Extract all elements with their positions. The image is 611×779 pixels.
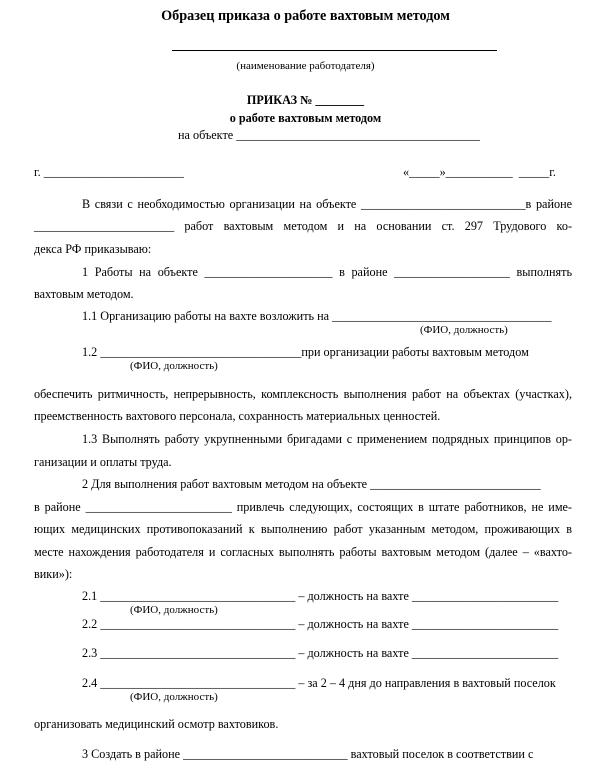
item-2-3: 2.3 ________________________________ – должность на вахте ________________________ xyxy=(82,646,559,660)
item-1-line-1: 1 Работы на объекте _____________________ в районе ___________________ выполнять xyxy=(82,265,572,279)
item-1-3-line-2: ганизации и оплаты труда. xyxy=(34,455,172,469)
intro-line-2: _______________________ работ вахтовым методом и на основании ст. 297 Трудового ко- xyxy=(34,219,572,233)
item-2-line-5: вики»): xyxy=(34,567,73,581)
item-2-4-cont: организовать медицинский осмотр вахтовиков. xyxy=(34,717,279,731)
item-1-2: 1.2 _________________________________при организации работы вахтовым методом xyxy=(82,345,529,359)
item-1-1: 1.1 Организацию работы на вахте возложить на ____________________________________ xyxy=(82,309,552,323)
item-3: 3 Создать в районе ___________________________ вахтовый поселок в соответствии с xyxy=(82,747,534,761)
item-2-line-4: месте нахождения работодателя и согласных выполнять работы вахтовым методом (далее – «вахто- xyxy=(34,545,572,559)
order-heading: ПРИКАЗ № ________ xyxy=(246,93,365,107)
intro-line-3: декса РФ приказываю: xyxy=(34,242,152,256)
item-1-2-cont-1: обеспечить ритмичность, непрерывность, комплексность выполнения работ на объектах (участках), xyxy=(34,387,572,401)
employer-caption: (наименование работодателя) xyxy=(236,60,375,72)
item-2-line-1: 2 Для выполнения работ вахтовым методом на объекте ____________________________ xyxy=(82,477,541,491)
item-1-2-cont-2: преемственность вахтового персонала, сохранность материальных ценностей. xyxy=(34,409,441,423)
item-2-4-caption: (ФИО, должность) xyxy=(130,691,218,703)
item-2-4: 2.4 ________________________________ – за 2 – 4 дня до направления в вахтовый поселок xyxy=(82,676,556,690)
employer-name-line xyxy=(172,50,497,51)
date-line: «_____»___________ _____г. xyxy=(403,165,556,179)
order-subject: о работе вахтовым методом xyxy=(229,111,382,125)
item-2-1-caption: (ФИО, должность) xyxy=(130,604,218,616)
object-line: на объекте ________________________________________ xyxy=(178,128,480,142)
item-1-3-line-1: 1.3 Выполнять работу укрупненными бригадами с применением подрядных принципов ор- xyxy=(82,432,572,446)
item-1-1-caption: (ФИО, должность) xyxy=(420,324,508,336)
city-line: г. _______________________ xyxy=(34,165,184,179)
item-2-line-2: в районе ________________________ привлечь следующих, состоящих в штате работников, не име- xyxy=(34,500,572,514)
item-2-1: 2.1 ________________________________ – должность на вахте ________________________ xyxy=(82,589,559,603)
intro-line-1: В связи с необходимостью организации на объекте ___________________________в районе xyxy=(82,197,572,211)
item-1-line-2: вахтовым методом. xyxy=(34,287,134,301)
item-2-line-3: ющих медицинских противопоказаний к выполнению работ указанным методом, проживающих в xyxy=(34,522,572,536)
item-2-2: 2.2 ________________________________ – должность на вахте ________________________ xyxy=(82,617,559,631)
item-1-2-caption: (ФИО, должность) xyxy=(130,360,218,372)
document-title: Образец приказа о работе вахтовым методом xyxy=(161,8,450,24)
